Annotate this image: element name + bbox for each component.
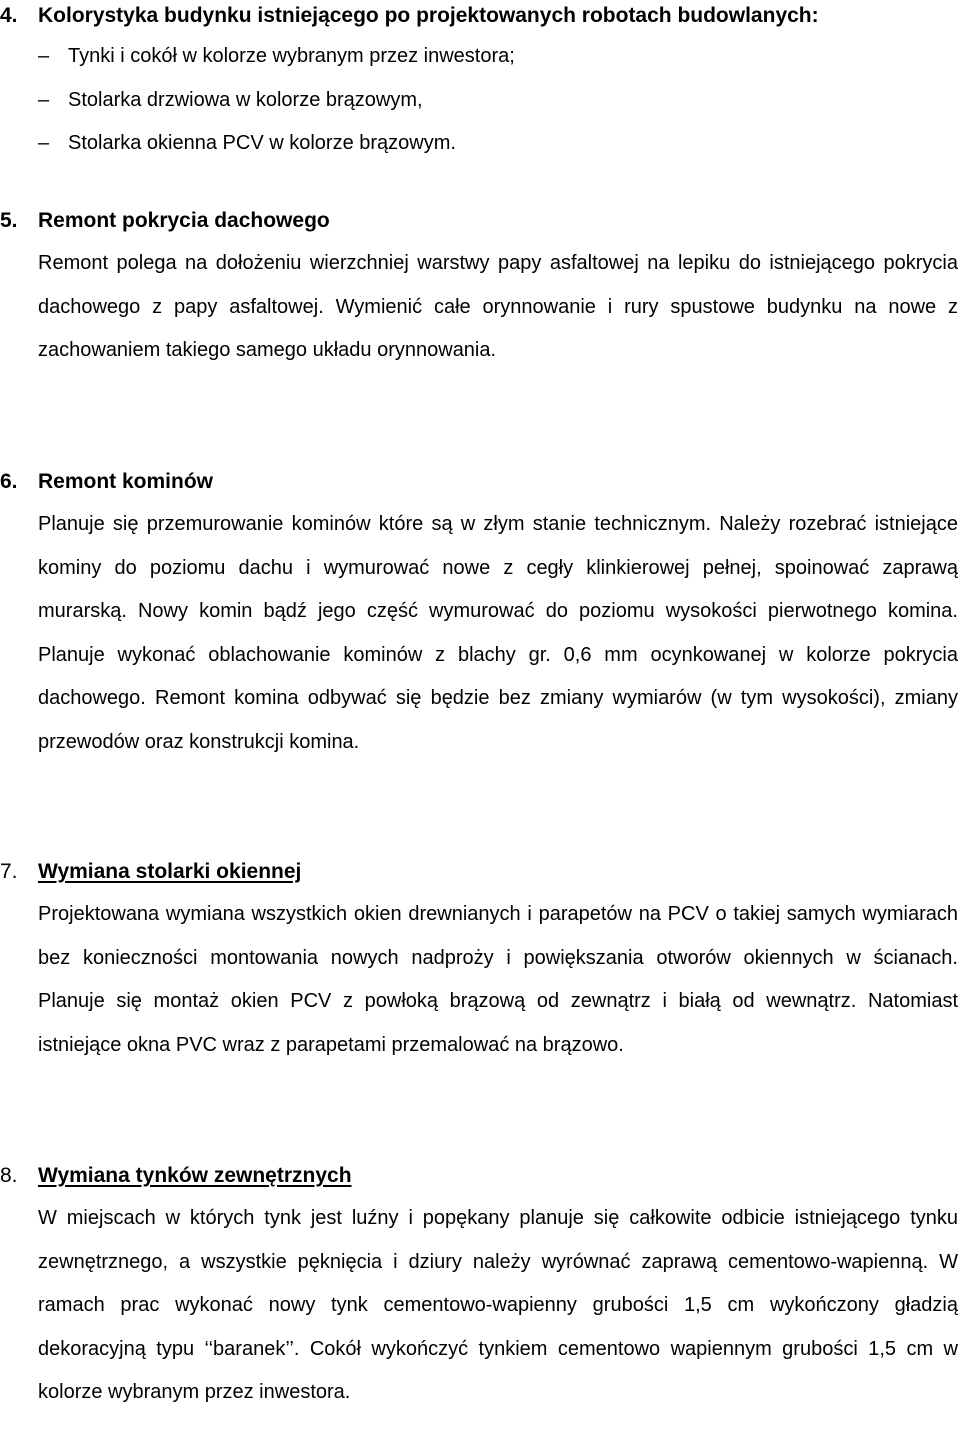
section-7 [0, 856, 960, 1067]
section-5-number: 5. [0, 209, 18, 232]
section-7-body: Projektowana wymiana wszystkich okien drewnianych i parapetów na PCV o takiej samych wymiarach bez konieczności montowania nowych nadproży i powiększania otworów okiennych w ścianach. Planuje się montaż okien PCV z powłoką brązową od zewnątrz i białą od wewnątrz. Natomiast istniejące okna PVC wraz z parapetami przemalować na brązowo. [38, 903, 958, 1056]
section-8-body: W miejscach w których tynk jest luźny i popękany planuje się całkowite odbicie istniejącego tynku zewnętrznego, a wszystkie pęknięcia i dziury należy wyrównać zaprawą cementowo-wapienną. W ramach prac wykonać nowy tynk cementowo-wapienny grubości 1,5 cm wykończony gładzią dekoracyjną typu ‘‘baranek’’. Cokół wykończyć tynkiem cementowo wapiennym grubości 1,5 cm w kolorze wybranym przez inwestora. [38, 1207, 958, 1403]
section-4-number: 4. [0, 4, 18, 27]
section-4-title: Kolorystyka budynku istniejącego po projektowanych robotach budowlanych: [38, 4, 819, 27]
section-6-number: 6. [0, 470, 18, 493]
section-6-body: Planuje się przemurowanie kominów które są w złym stanie technicznym. Należy rozebrać istniejące kominy do poziomu dachu i wymurować nowe z cegły klinkierowej pełnej, spoinować zaprawą murarską. Nowy komin bądź jego część wymurować do poziomu wysokości pierwotnego komina. Planuje wykonać oblachowanie kominów z blachy gr. 0,6 mm ocynkowanej w kolorze pokrycia dachowego. Remont komina odbywać się będzie bez zmiany wymiarów (w tym wysokości), zmiany przewodów oraz konstrukcji komina. [38, 513, 958, 753]
list-item-text: Stolarka okienna PCV w kolorze brązowym. [68, 132, 456, 154]
list-item-text: Tynki i cokół w kolorze wybranym przez inwestora; [68, 45, 515, 67]
section-8-number: 8. [0, 1164, 18, 1187]
section-5-title: Remont pokrycia dachowego [38, 209, 330, 232]
section-8-title: Wymiana tynków zewnętrznych [38, 1164, 352, 1187]
section-4 [0, 0, 960, 166]
section-5 [0, 205, 960, 373]
list-item [0, 35, 960, 79]
dash-bullet: – [38, 132, 50, 154]
list-item [0, 79, 960, 123]
section-6 [0, 466, 960, 764]
section-6-title: Remont kominów [38, 470, 214, 493]
section-8-heading [0, 1160, 960, 1192]
dash-bullet: – [38, 45, 50, 67]
section-5-heading [0, 205, 960, 237]
list-item [0, 122, 960, 166]
section-6-heading [0, 466, 960, 498]
color-scheme-list [0, 35, 960, 166]
section-4-heading [0, 0, 960, 32]
dash-bullet: – [38, 88, 50, 111]
section-5-body: Remont polega na dołożeniu wierzchniej warstwy papy asfaltowej na lepiku do istniejącego pokrycia dachowego z papy asfaltowej. Wymienić całe orynnowanie i rury spustowe budynku na nowe z zachowaniem takiego samego układu orynnowania. [38, 252, 958, 361]
section-8 [0, 1160, 960, 1415]
section-7-number: 7. [0, 860, 18, 883]
section-7-heading [0, 856, 960, 888]
list-item-text: Stolarka drzwiowa w kolorze brązowym, [68, 88, 423, 111]
section-7-title: Wymiana stolarki okiennej [38, 860, 302, 883]
